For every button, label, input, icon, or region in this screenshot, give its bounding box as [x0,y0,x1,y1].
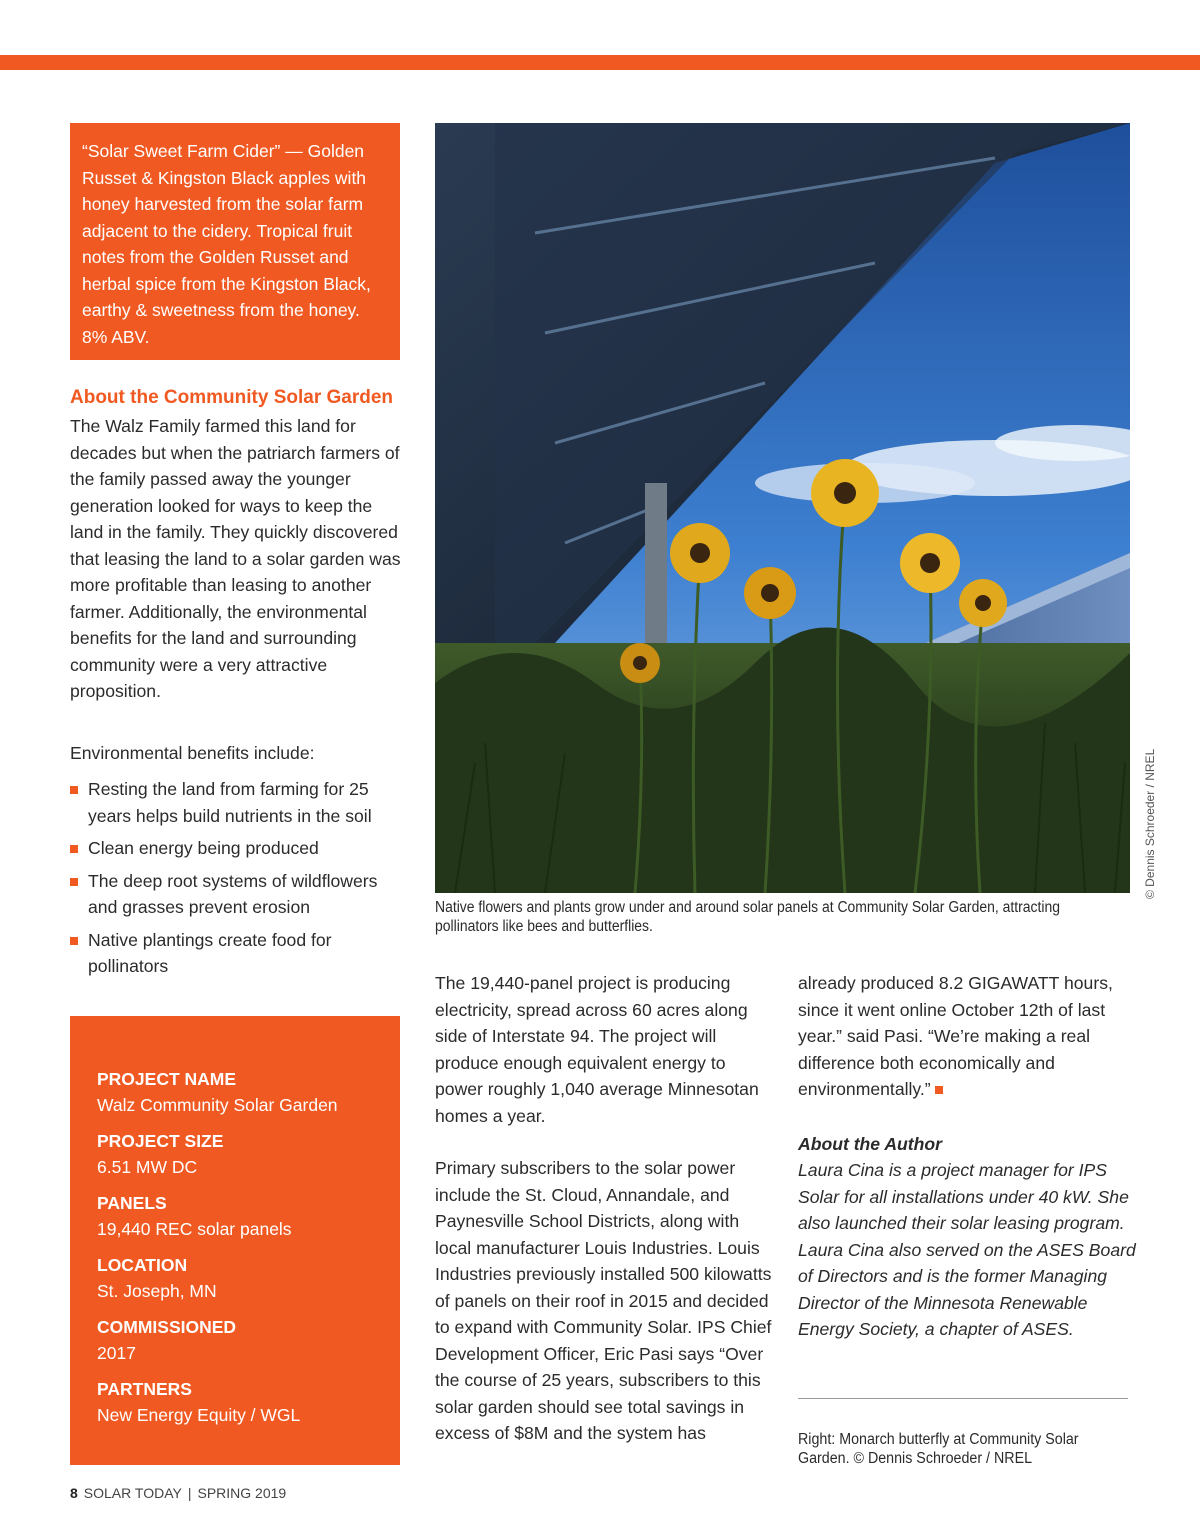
article-column-middle [435,970,775,1473]
divider [798,1398,1128,1399]
header-accent-bar [0,55,1200,70]
location-field [97,1252,373,1304]
photo-caption: Native flowers and plants grow under and around solar panels at Community Solar Garden, attracting pollinators like bees and butterflies. [435,899,1060,935]
field-value: 2017 [97,1343,136,1363]
bullet-icon [70,878,78,886]
issue-label: SPRING 2019 [197,1485,287,1501]
end-mark-icon [935,1086,943,1094]
about-heading: About the Community Solar Garden [70,387,394,408]
benefit-item [70,776,410,829]
photo-credit: © Dennis Schroeder / NREL [1143,748,1157,899]
field-label: PARTNERS [97,1379,192,1399]
cider-callout-text: “Solar Sweet Farm Cider” — Golden Russet & Kingston Black apples with honey harvested from the solar farm adjacent to the cidery. Tropical fruit notes from the Golden Russet and herbal spice from the Kingston Black, earthy & sweetness from the honey. 8% ABV. [82,141,371,347]
partners-field [97,1376,373,1428]
field-value: Walz Community Solar Garden [97,1095,338,1115]
benefits-list [70,776,410,986]
right-caption: Right: Monarch butterfly at Community Solar Garden. © Dennis Schroeder / NREL [798,1431,1079,1467]
benefit-text: Resting the land from farming for 25 years helps build nutrients in the soil [88,779,372,826]
benefit-item [70,868,410,921]
benefit-item [70,927,410,980]
author-bio: Laura Cina is a project manager for IPS Solar for all installations under 40 kW. She also launched their solar leasing program. Laura Cina also served on the ASES Board of Directors and is the former Managing Director of the Minnesota Renewable Energy Society, a chapter of ASES. [798,1160,1136,1339]
field-value: 19,440 REC solar panels [97,1219,292,1239]
article-paragraph: already produced 8.2 GIGAWATT hours, since it went online October 12th of last year.” said Pasi. “We’re making a real difference both economically and environmentally.” [798,973,1113,1099]
project-info-box [70,1016,400,1465]
footer-separator: | [187,1485,192,1501]
about-body: The Walz Family farmed this land for decades but when the patriarch farmers of the family passed away the younger generation looked for ways to keep the land in the family. They quickly discovered that leasing the land to a solar garden was more profitable than leasing to another farmer. Additionally, the environmental benefits for the land and surrounding community were a very attractive proposition. [70,416,401,701]
environment-intro: Environmental benefits include: [70,743,315,763]
benefit-text: Native plantings create food for pollinators [88,929,332,976]
project-name-field [97,1066,373,1118]
field-label: LOCATION [97,1255,188,1275]
field-label: PANELS [97,1193,167,1213]
field-label: PROJECT SIZE [97,1131,224,1151]
article-paragraph: Primary subscribers to the solar power include the St. Cloud, Annandale, and Paynesville School Districts, along with local manufacturer Louis Industries. Louis Industries previously installed 500 kilowatts of panels on their roof in 2015 and decided to expand with Community Solar. IPS Chief Development Officer, Eric Pasi says “Over the course of 25 years, subscribers to this solar garden should see total savings in excess of $8M and the system has [435,1158,772,1443]
page-number: 8 [70,1485,78,1501]
author-heading: About the Author [798,1133,942,1154]
article-paragraph: The 19,440-panel project is producing electricity, spread across 60 acres along side of Interstate 94. The project will produce enough equivalent energy to power roughly 1,040 average Minnesotan homes a year. [435,973,759,1126]
field-value: St. Joseph, MN [97,1281,217,1301]
bullet-icon [70,937,78,945]
field-value: New Energy Equity / WGL [97,1405,301,1425]
benefit-text: The deep root systems of wildflowers and grasses prevent erosion [88,870,378,917]
bullet-icon [70,845,78,853]
project-size-field [97,1128,373,1180]
benefit-item [70,835,410,862]
solar-garden-photo [435,123,1130,893]
bullet-icon [70,786,78,794]
cider-callout-box [70,123,400,360]
benefit-text: Clean energy being produced [88,838,319,858]
magazine-name: SOLAR TODAY [83,1485,182,1501]
field-label: PROJECT NAME [97,1069,237,1089]
field-label: COMMISSIONED [97,1317,237,1337]
field-value: 6.51 MW DC [97,1157,198,1177]
commissioned-field [97,1314,373,1366]
panels-field [97,1190,373,1242]
article-column-right [798,970,1138,1343]
page-footer [70,1485,286,1501]
article-paragraph-end [798,970,1138,1103]
